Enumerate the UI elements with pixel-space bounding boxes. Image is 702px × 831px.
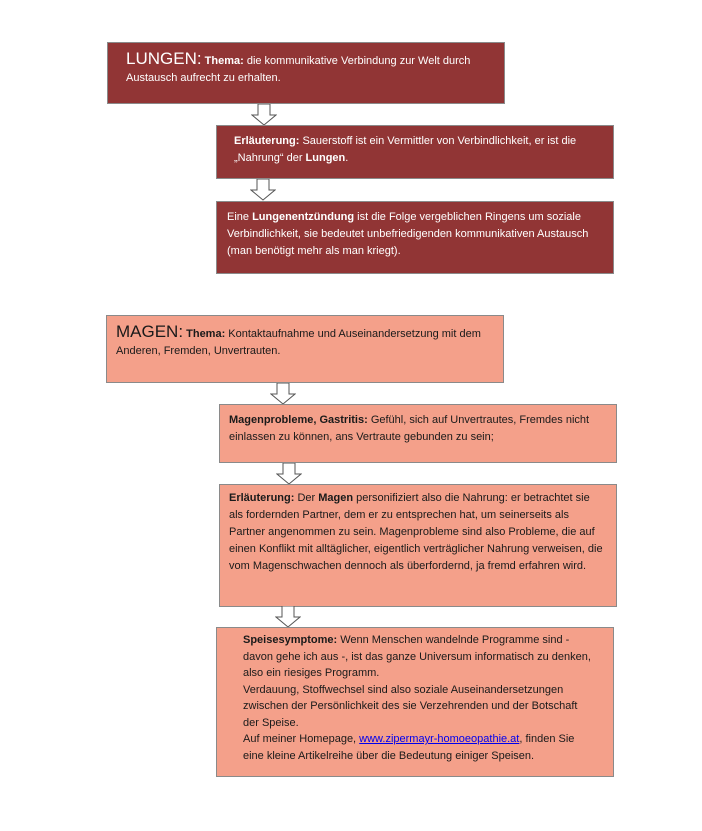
lungen-thema-box: [107, 42, 505, 104]
magen-speise-text-3b: , finden Sie eine kleine Artikelreihe über die Bedeutung einiger Speisen.: [243, 733, 575, 762]
lungen-title: LUNGEN:: [126, 49, 202, 68]
magen-speise-para-1: [243, 632, 593, 682]
magen-probleme-label: Magenprobleme, Gastritis:: [229, 414, 368, 426]
magen-title: MAGEN:: [116, 322, 184, 341]
homepage-link[interactable]: www.zipermayr-homoeopathie.at: [359, 733, 520, 745]
magen-thema-text: Kontaktaufnahme und Auseinandersetzung mit dem Anderen, Fremden, Unvertrauten.: [116, 328, 481, 357]
lungen-thema-label: Thema:: [204, 55, 244, 67]
magen-erlaeuterung-bold: Magen: [318, 492, 354, 504]
lungen-entz-bold: Lungenentzündung: [252, 211, 355, 223]
down-arrow-icon: [250, 179, 276, 201]
lungen-erlaeuterung-end: .: [345, 152, 349, 164]
magen-speise-label: Speisesymptome:: [243, 634, 338, 646]
magen-speise-para-2: Verdauung, Stoffwechsel sind also soziale Auseinandersetzungen zwischen der Persönlichkeit des sie Verzehrenden und der Botschaft der Speise.: [243, 683, 578, 729]
down-arrow-icon: [276, 463, 302, 485]
down-arrow-icon: [275, 606, 301, 628]
lungen-erlaeuterung-box: [216, 125, 614, 179]
lungen-thema-text: die kommunikative Verbindung zur Welt durch Austausch aufrecht zu erhalten.: [126, 55, 471, 84]
magen-speise-box: [216, 627, 614, 777]
down-arrow-icon: [251, 104, 277, 126]
magen-speise-text-3a: Auf meiner Homepage,: [243, 733, 360, 745]
lungen-entz-text-2: ist die Folge vergeblichen Ringens um soziale Verbindlichkeit, sie bedeutet unbefriedigenden kommunikativen Austausch (man benötigt mehr als man kriegt).: [227, 211, 589, 257]
magen-speise-para-3: [243, 731, 593, 764]
lungen-entzuendung-box: [216, 201, 614, 274]
magen-probleme-text: Gefühl, sich auf Unvertrautes, Fremdes nicht einlassen zu können, ans Vertraute gebunden zu sein;: [229, 414, 590, 443]
magen-erlaeuterung-label: Erläuterung:: [229, 492, 295, 504]
magen-erlaeuterung-box: [219, 484, 617, 607]
lungen-erlaeuterung-label: Erläuterung:: [234, 135, 300, 147]
lungen-entz-text-1: Eine: [227, 211, 253, 223]
magen-speise-text-1: Wenn Menschen wandelnde Programme sind - davon gehe ich aus -, ist das ganze Universum informatisch zu denken, also ein riesiges Programm.: [243, 634, 591, 679]
down-arrow-icon: [270, 383, 296, 405]
magen-thema-label: Thema:: [186, 328, 226, 340]
magen-erlaeuterung-text-2: personifiziert also die Nahrung: er betrachtet sie als fordernden Partner, dem er zu entsprechen hat, um seinerseits als Partner angenommen zu sein. Magenprobleme sind also Probleme, die auf einen Konflikt mit alltäglicher, eigentlich verträglicher Nahrung verweisen, die vom Magenschwachen dennoch als überfordernd, ja fremd erfahren wird.: [229, 492, 603, 572]
magen-thema-box: [106, 315, 504, 383]
magen-erlaeuterung-text-1: Der: [294, 492, 319, 504]
lungen-erlaeuterung-bold: Lungen: [305, 152, 346, 164]
lungen-erlaeuterung-text: Sauerstoff ist ein Vermittler von Verbindlichkeit, er ist die „Nahrung“ der: [234, 135, 577, 164]
magen-probleme-box: [219, 404, 617, 463]
